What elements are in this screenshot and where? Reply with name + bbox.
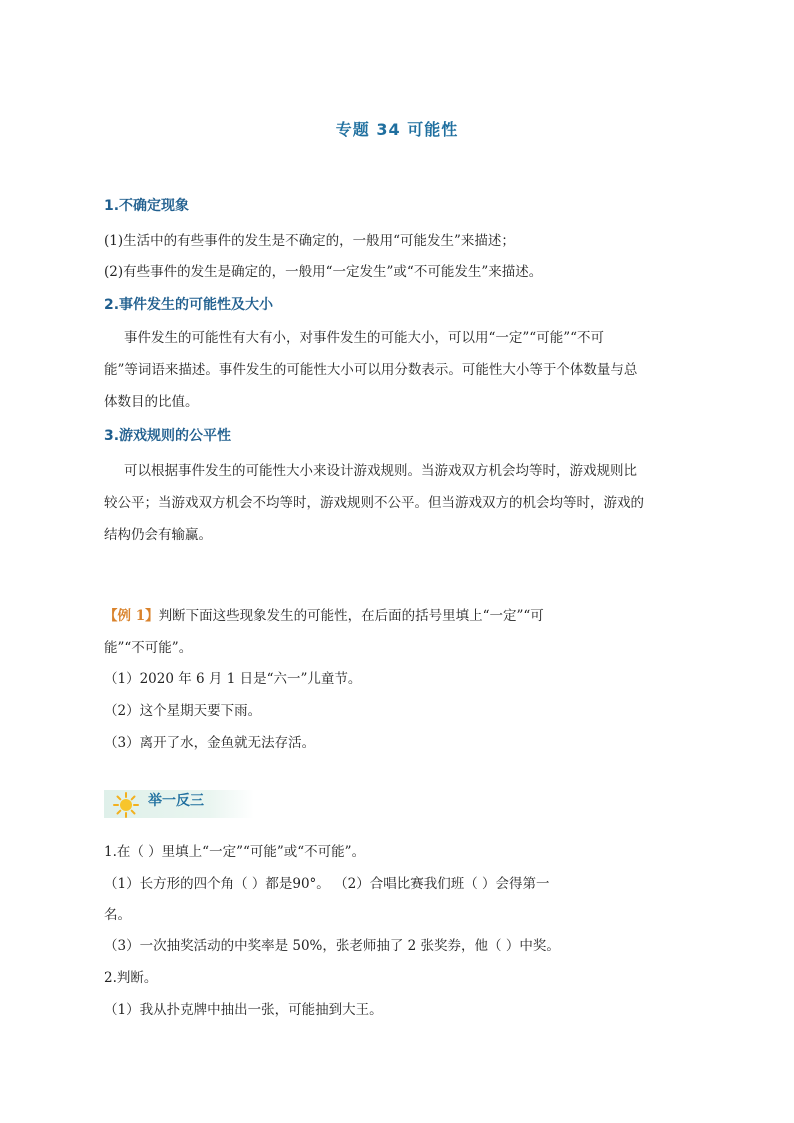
- practice-q2-item-1: （1）我从扑克牌中抽出一张，可能抽到大王。: [104, 1002, 383, 1018]
- section-heading-fairness: 3.游戏规则的公平性: [104, 428, 232, 444]
- practice-banner-label: 举一反三: [148, 793, 204, 809]
- example-item-2: （2）这个星期天要下雨。: [104, 703, 262, 719]
- practice-question-1: 1.在（ ）里填上“一定”“可能”或“不可能”。: [104, 844, 366, 860]
- section-3-line-2: 较公平；当游戏双方机会不均等时，游戏规则不公平。但当游戏双方的机会均等时，游戏的: [104, 495, 644, 511]
- section-2-line-2: 能”等词语来描述。事件发生的可能性大小可以用分数表示。可能性大小等于个体数量与总: [104, 362, 638, 378]
- section-2-line-3: 体数目的比值。: [104, 394, 199, 410]
- example-1-line-1: [104, 604, 544, 624]
- section-1-line-1: (1)生活中的有些事件的发生是不确定的，一般用“可能发生”来描述；: [104, 233, 515, 249]
- page-title: 专题 34 可能性: [335, 120, 459, 139]
- section-3-line-1: 可以根据事件发生的可能性大小来设计游戏规则。当游戏双方机会均等时，游戏规则比: [124, 463, 637, 479]
- section-heading-uncertain: 1.不确定现象: [104, 198, 190, 214]
- section-heading-likelihood: 2.事件发生的可能性及大小: [104, 297, 274, 313]
- section-3-line-3: 结构仍会有输赢。: [104, 527, 212, 543]
- section-2-line-1: 事件发生的可能性有大有小，对事件发生的可能大小，可以用“一定”“可能”“不可: [124, 330, 605, 346]
- example-tag: 【例 1】: [104, 608, 159, 624]
- practice-item-wrap: 名。: [104, 907, 131, 923]
- practice-item-1-2: （1）长方形的四个角（ ）都是90°。 （2）合唱比赛我们班（ ）会得第一: [104, 876, 550, 892]
- section-1-line-2: (2)有些事件的发生是确定的，一般用“一定发生”或“不可能发生”来描述。: [104, 264, 543, 280]
- example-prompt: 判断下面这些现象发生的可能性，在后面的括号里填上“一定”“可: [158, 608, 544, 624]
- sun-icon: [113, 792, 139, 818]
- example-item-1: （1）2020 年 6 月 1 日是“六一”儿童节。: [104, 671, 362, 687]
- example-1-line-2: 能”“不可能”。: [104, 640, 193, 656]
- practice-item-3: （3）一次抽奖活动的中奖率是 50%，张老师抽了 2 张奖券，他（ ）中奖。: [104, 938, 560, 954]
- practice-question-2: 2.判断。: [104, 970, 158, 986]
- example-item-3: （3）离开了水，金鱼就无法存活。: [104, 735, 316, 751]
